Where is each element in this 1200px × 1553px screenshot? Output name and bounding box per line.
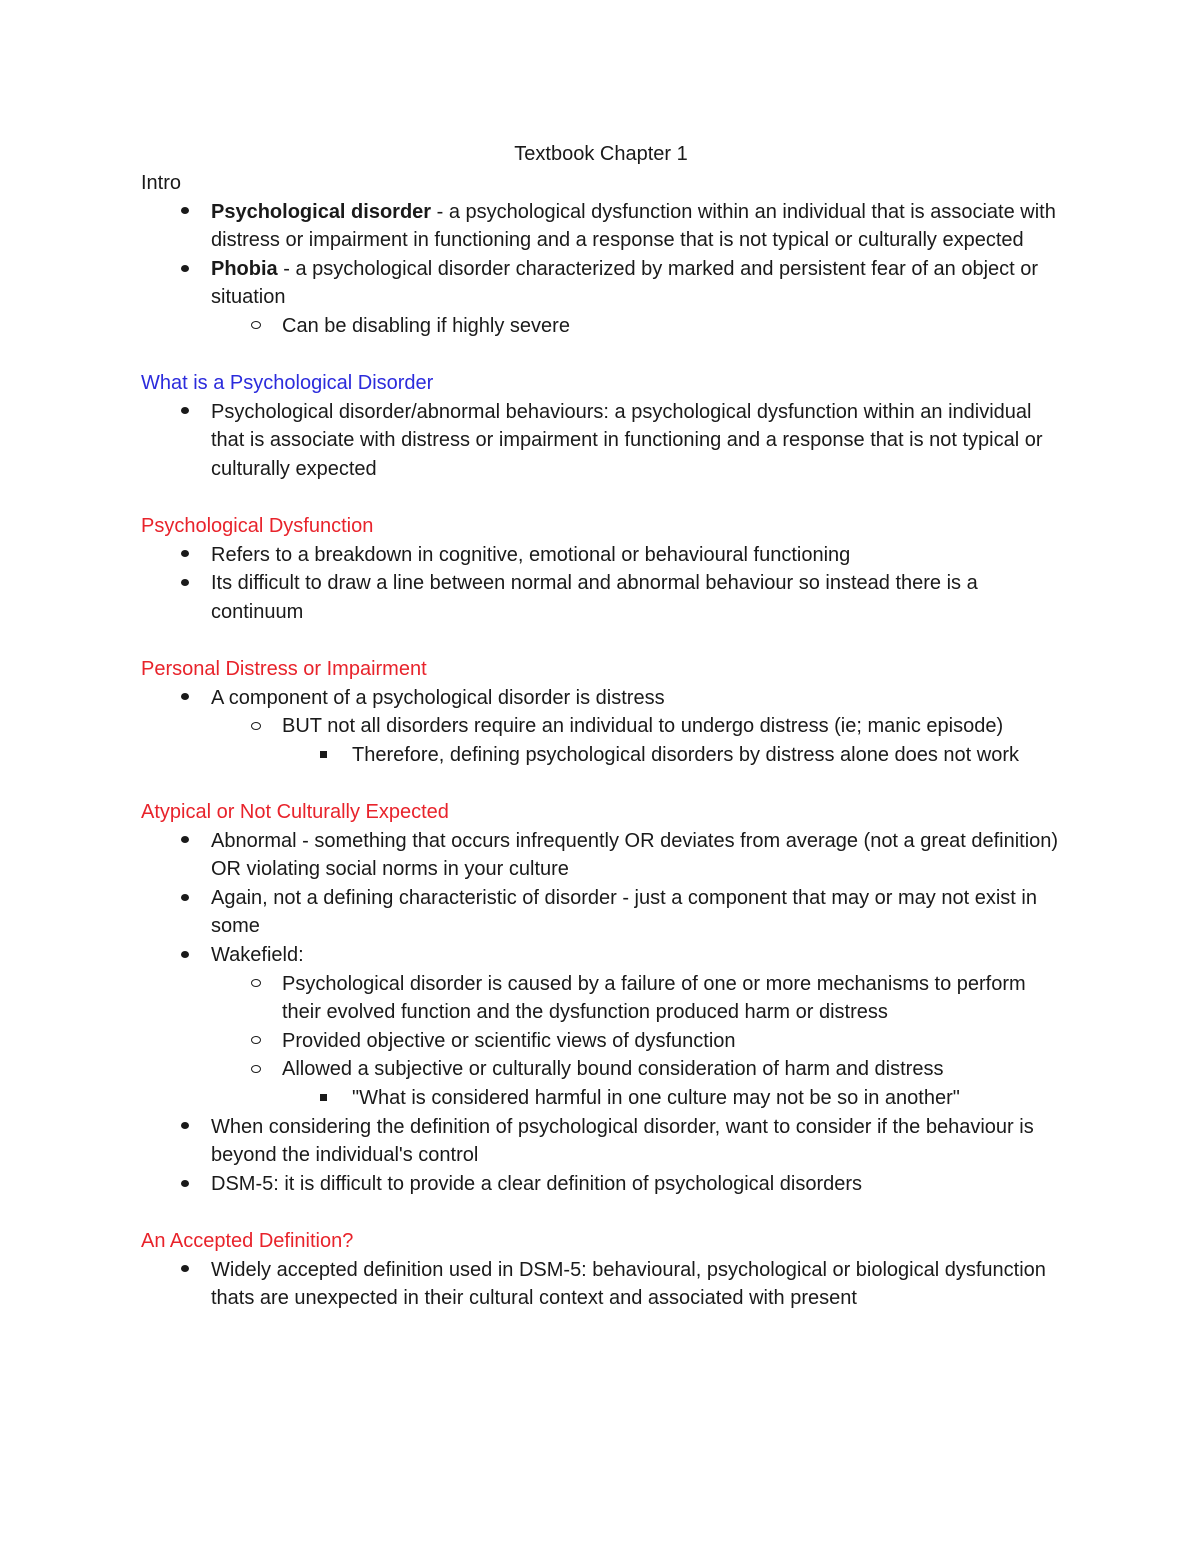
term-psychological-disorder: Psychological disorder: [211, 200, 432, 223]
filled-bullet-icon: [175, 398, 195, 427]
list-item: [141, 1084, 1061, 1113]
list-item-text: Can be disabling if highly severe: [282, 314, 570, 337]
term-phobia: Phobia: [211, 257, 278, 280]
filled-bullet-icon: [175, 884, 195, 913]
list-item-text: "What is considered harmful in one culture may not be so in another": [352, 1087, 960, 1109]
filled-bullet-icon: [175, 569, 195, 598]
what-is-list: [141, 398, 1061, 484]
filled-bullet-icon: [175, 255, 195, 284]
list-item-text: Therefore, defining psychological disorders by distress alone does not work: [352, 743, 1020, 766]
list-item-text: Provided objective or scientific views of dysfunction: [282, 1029, 736, 1052]
section-heading-dysfunction: Psychological Dysfunction: [141, 515, 374, 538]
hollow-bullet-icon: [246, 712, 266, 741]
list-item-text: Allowed a subjective or culturally bound consideration of harm and distress: [282, 1058, 944, 1081]
list-item: [141, 398, 1061, 484]
list-item-text: Widely accepted definition used in DSM-5: behavioural, psychological or biological dysfunction thats are unexpected in their cultural context and associated with present: [211, 1258, 1046, 1310]
list-item: [141, 741, 1061, 770]
list-item: [141, 312, 1061, 341]
list-item: [141, 970, 1061, 1027]
section-heading-intro: Intro: [141, 172, 182, 194]
section-heading-what-is: What is a Psychological Disorder: [141, 372, 434, 395]
list-item-text: When considering the definition of psychological disorder, want to consider if the behaviour is beyond the individual's control: [211, 1115, 1034, 1167]
list-item: [141, 569, 1061, 626]
filled-bullet-icon: [175, 1113, 195, 1142]
section-heading-atypical: Atypical or Not Culturally Expected: [141, 801, 449, 824]
accepted-list: [141, 1256, 1061, 1313]
section-heading-accepted: An Accepted Definition?: [141, 1229, 354, 1252]
list-item: [141, 198, 1061, 255]
list-item: [141, 884, 1061, 941]
list-item: [141, 1055, 1061, 1084]
dysfunction-list: [141, 541, 1061, 627]
list-item: [141, 1113, 1061, 1170]
filled-bullet-icon: [175, 198, 195, 227]
list-item: [141, 684, 1061, 713]
list-item: [141, 1256, 1061, 1313]
atypical-list: [141, 827, 1061, 1199]
document-title: Textbook Chapter 1: [514, 143, 688, 165]
term-definition: - a psychological disorder characterized by marked and persistent fear of an object or situation: [211, 257, 1039, 309]
filled-bullet-icon: [175, 1256, 195, 1285]
list-item-text: BUT not all disorders require an individual to undergo distress (ie; manic episode): [282, 715, 1004, 738]
list-item: [141, 827, 1061, 884]
list-item-text: Again, not a defining characteristic of disorder - just a component that may or may not exist in some: [211, 886, 1037, 938]
list-item-text: A component of a psychological disorder is distress: [211, 686, 665, 709]
list-item-text: Its difficult to draw a line between normal and abnormal behaviour so instead there is a continuum: [211, 572, 978, 623]
list-item-text: Psychological disorder/abnormal behaviours: a psychological dysfunction within an individual that is associate with distress or impairment in functioning and a response that is not typical or culturally expected: [211, 400, 1043, 480]
filled-bullet-icon: [175, 941, 195, 970]
square-bullet-icon: [313, 741, 333, 770]
section-heading-distress: Personal Distress or Impairment: [141, 658, 427, 681]
hollow-bullet-icon: [246, 970, 266, 999]
list-item: [141, 941, 1061, 970]
list-item-text: DSM-5: it is difficult to provide a clear definition of psychological disorders: [211, 1172, 863, 1195]
document-page: [141, 140, 1061, 1313]
filled-bullet-icon: [175, 827, 195, 856]
list-item-text: Refers to a breakdown in cognitive, emotional or behavioural functioning: [211, 543, 851, 566]
intro-list: [141, 198, 1061, 341]
list-item: [141, 712, 1061, 741]
list-item: [141, 1170, 1061, 1199]
hollow-bullet-icon: [246, 1027, 266, 1056]
filled-bullet-icon: [175, 684, 195, 713]
list-item: [141, 255, 1061, 312]
list-item-text: Wakefield:: [211, 944, 304, 967]
hollow-bullet-icon: [246, 1055, 266, 1084]
term-definition: - a psychological dysfunction within an individual that is associate with distress or impairment in functioning and a response that is not typical or culturally expected: [211, 200, 1056, 252]
hollow-bullet-icon: [246, 312, 266, 341]
distress-list: [141, 684, 1061, 770]
filled-bullet-icon: [175, 541, 195, 570]
filled-bullet-icon: [175, 1170, 195, 1199]
list-item-text: Psychological disorder is caused by a failure of one or more mechanisms to perform their evolved function and the dysfunction produced harm or distress: [282, 972, 1026, 1024]
square-bullet-icon: [313, 1084, 333, 1113]
list-item-text: Abnormal - something that occurs infrequently OR deviates from average (not a great definition) OR violating social norms in your culture: [211, 829, 1059, 881]
list-item: [141, 1027, 1061, 1056]
list-item: [141, 541, 1061, 570]
